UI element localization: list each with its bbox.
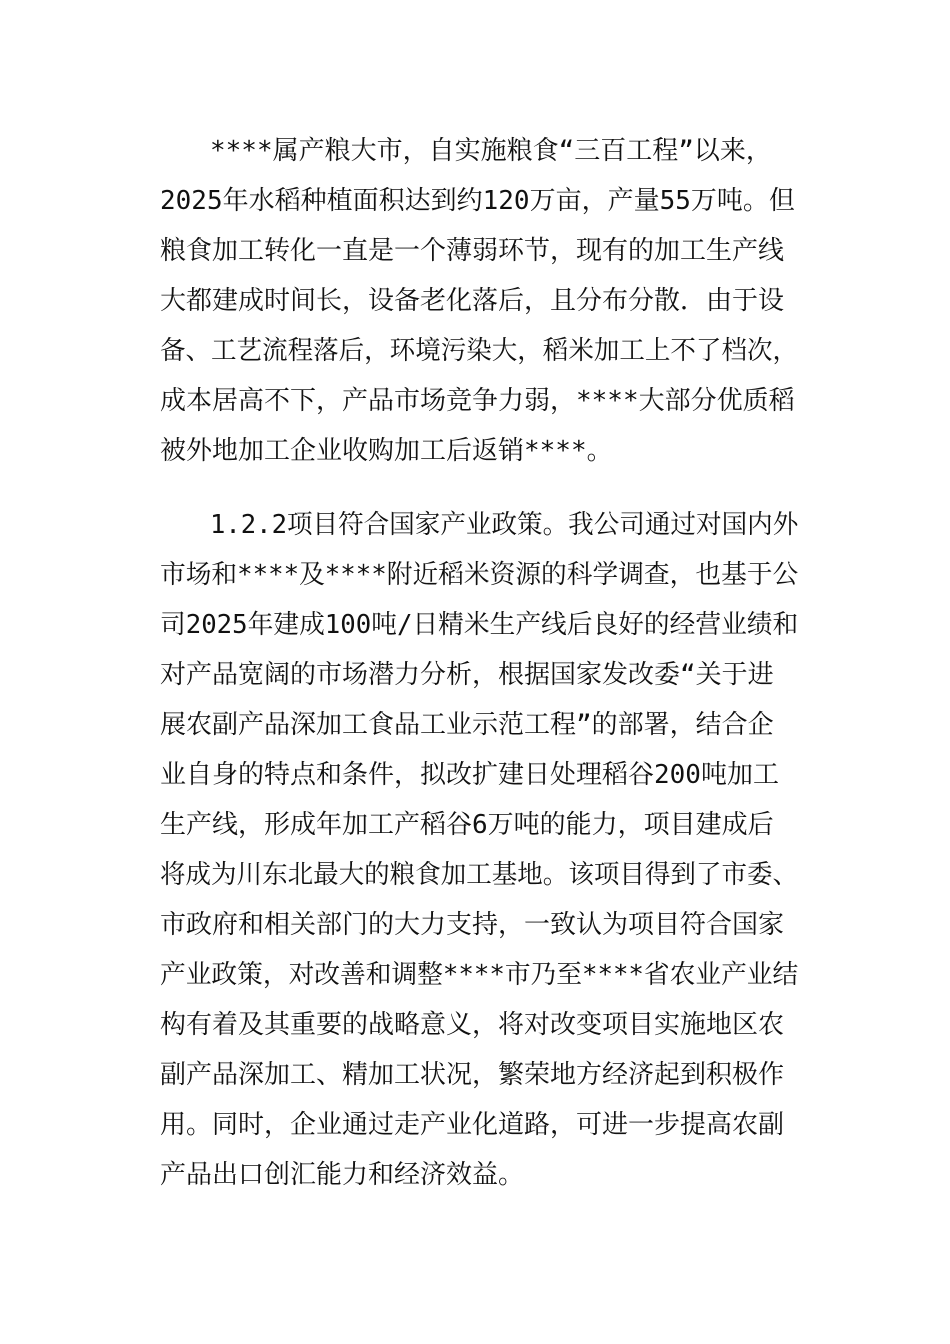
- paragraph-line: 将成为川东北最大的粮食加工基地。该项目得到了市委、: [160, 860, 799, 890]
- paragraph-line: 生产线，形成年加工产稻谷6万吨的能力，项目建成后: [160, 810, 774, 840]
- paragraph-line: 用。同时，企业通过走产业化道路，可进一步提高农副: [160, 1110, 785, 1140]
- paragraph-line: 粮食加工转化一直是一个薄弱环节，现有的加工生产线: [160, 236, 785, 266]
- paragraph-line: 被外地加工企业收购加工后返销****。: [160, 436, 613, 466]
- paragraph-line: 构有着及其重要的战略意义，将对改变项目实施地区农: [160, 1010, 785, 1040]
- paragraph-line: 产业政策，对改善和调整****市乃至****省农业产业结: [160, 960, 799, 990]
- paragraph-line: 市政府和相关部门的大力支持，一致认为项目符合国家: [160, 910, 785, 940]
- paragraph-line: 副产品深加工、精加工状况，繁荣地方经济起到积极作: [160, 1060, 785, 1090]
- paragraph-line: 产品出口创汇能力和经济效益。: [160, 1160, 525, 1190]
- paragraph-line: 备、工艺流程落后，环境污染大，稻米加工上不了档次，: [160, 336, 799, 366]
- paragraph-line: 对产品宽阔的市场潜力分析，根据国家发改委“关于进: [160, 660, 774, 690]
- paragraph-line: 2025年水稻种植面积达到约120万亩，产量55万吨。但: [160, 186, 795, 216]
- paragraph-line: 大都建成时间长，设备老化落后，且分布分散．由于设: [160, 286, 785, 316]
- paragraph-line: 1.2.2项目符合国家产业政策。我公司通过对国内外: [210, 510, 799, 540]
- paragraph-line: 司2025年建成100吨/日精米生产线后良好的经营业绩和: [160, 610, 799, 640]
- paragraph-line: ****属产粮大市，自实施粮食“三百工程”以来，: [210, 136, 772, 166]
- paragraph-line: 成本居高不下，产品市场竞争力弱，****大部分优质稻: [160, 386, 795, 416]
- paragraph-line: 业自身的特点和条件，拟改扩建日处理稻谷200吨加工: [160, 760, 779, 790]
- paragraph-line: 市场和****及****附近稻米资源的科学调查，也基于公: [160, 560, 799, 590]
- paragraph-line: 展农副产品深加工食品工业示范工程”的部署，结合企: [160, 710, 774, 740]
